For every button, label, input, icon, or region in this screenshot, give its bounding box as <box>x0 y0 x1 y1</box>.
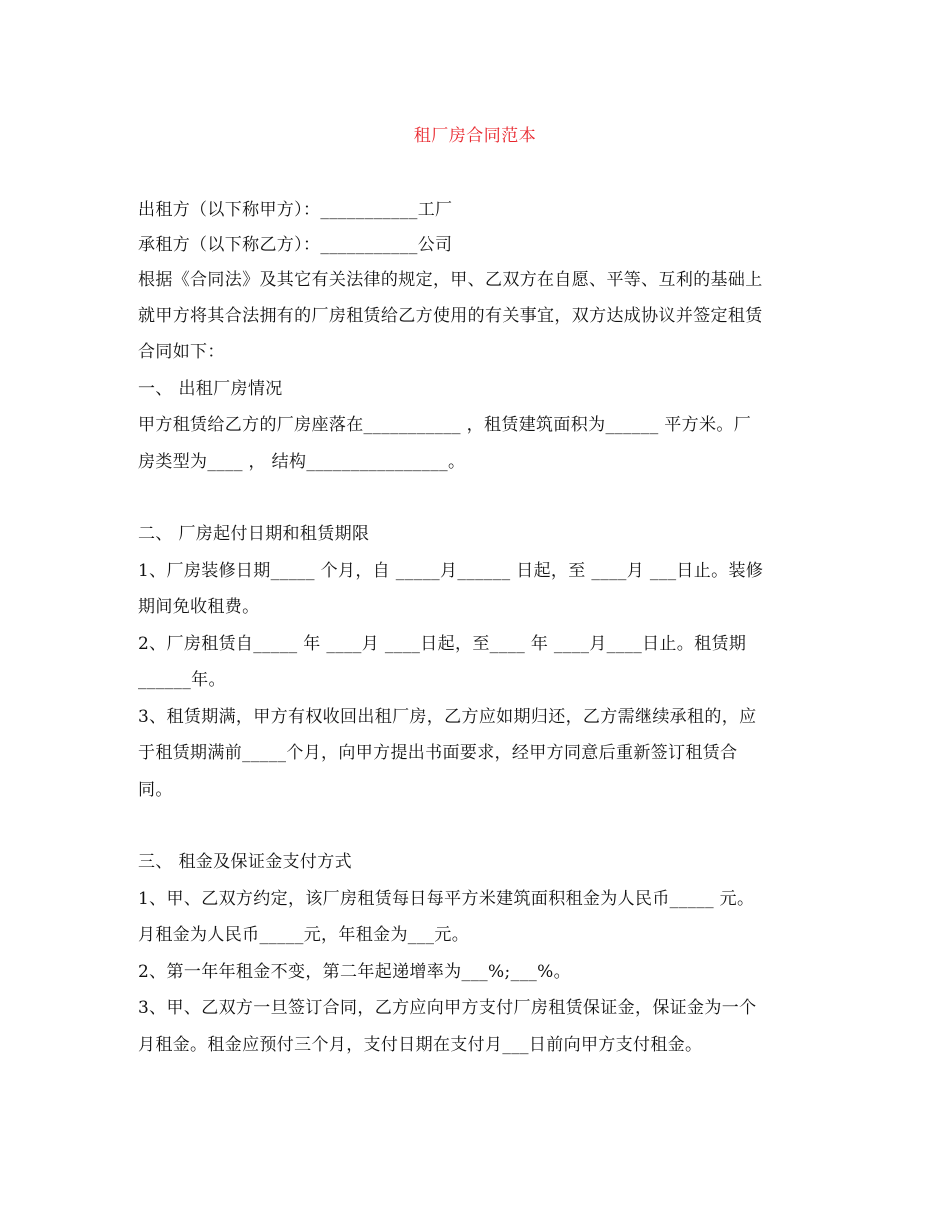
section-3-item-3-line-1: 3、甲、乙双方一旦签订合同，乙方应向甲方支付厂房租赁保证金，保证金为一个 <box>138 998 757 1018</box>
lessor-line: 出租方（以下称甲方）：___________工厂 <box>138 200 453 220</box>
preamble-line-2: 就甲方将其合法拥有的厂房租赁给乙方使用的有关事宜，双方达成协议并签定租赁 <box>138 306 763 326</box>
lessee-line: 承租方（以下称乙方）：___________公司 <box>138 235 453 255</box>
section-2-item-1-line-2: 期间免收租费。 <box>138 597 260 617</box>
section-1-para-line-2: 房类型为____ ， 结构________________。 <box>138 452 466 472</box>
section-2-item-3-line-3: 同。 <box>138 780 173 800</box>
section-2-item-3-line-1: 3、租赁期满，甲方有权收回出租厂房，乙方应如期归还，乙方需继续承租的，应 <box>138 707 757 727</box>
section-1-para-line-1: 甲方租赁给乙方的厂房座落在___________ ，租赁建筑面积为______ 平方米。厂 <box>138 415 752 435</box>
section-1-heading: 一、 出租厂房情况 <box>138 379 283 399</box>
section-3-item-1-line-1: 1、甲、乙双方约定，该厂房租赁每日每平方米建筑面积租金为人民币_____ 元。 <box>138 889 755 909</box>
section-3-heading: 三、 租金及保证金支付方式 <box>138 852 352 872</box>
section-2-item-1-line-1: 1、厂房装修日期_____ 个月，自 _____月______ 日起，至 ____月 ___日止。装修 <box>138 561 764 581</box>
section-2-item-3-line-2: 于租赁期满前_____个月，向甲方提出书面要求，经甲方同意后重新签订租赁合 <box>138 743 738 763</box>
section-2-heading: 二、 厂房起付日期和租赁期限 <box>138 524 370 544</box>
document-title: 租厂房合同范本 <box>413 126 537 146</box>
preamble-line-1: 根据《合同法》及其它有关法律的规定，甲、乙双方在自愿、平等、互利的基础上 <box>138 270 763 290</box>
section-3-item-3-line-2: 月租金。租金应预付三个月，支付日期在支付月___日前向甲方支付租金。 <box>138 1035 703 1055</box>
section-3-item-1-line-2: 月租金为人民币_____元，年租金为___元。 <box>138 925 470 945</box>
section-3-item-2-line-1: 2、第一年年租金不变，第二年起递增率为___%;___%。 <box>138 962 571 982</box>
section-2-item-2-line-1: 2、厂房租赁自_____ 年 ____月 ____日起，至____ 年 ____月____日止。租赁期 <box>138 634 747 654</box>
section-2-item-2-line-2: ______年。 <box>138 670 226 690</box>
preamble-line-3: 合同如下： <box>138 342 225 362</box>
